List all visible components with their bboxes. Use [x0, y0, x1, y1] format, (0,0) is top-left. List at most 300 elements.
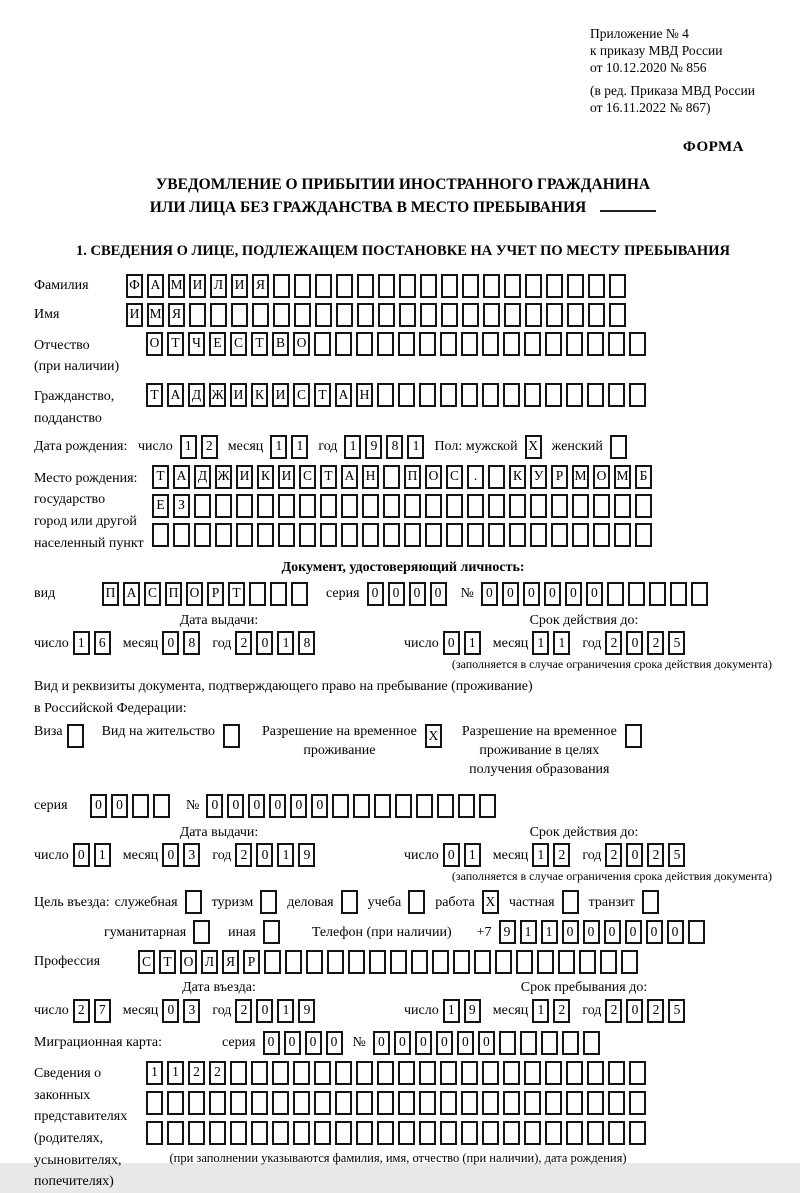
form-cell[interactable]: [525, 274, 542, 298]
form-cell[interactable]: 1: [532, 631, 549, 655]
form-cell[interactable]: И: [189, 274, 206, 298]
form-cell[interactable]: [419, 383, 436, 407]
form-cell[interactable]: 1: [443, 999, 460, 1023]
form-cell[interactable]: [607, 582, 624, 606]
form-cell[interactable]: [670, 582, 687, 606]
form-cell[interactable]: 0: [311, 794, 328, 818]
form-cell[interactable]: [461, 383, 478, 407]
form-cell[interactable]: 0: [481, 582, 498, 606]
form-cell[interactable]: [270, 582, 287, 606]
form-cell[interactable]: [567, 274, 584, 298]
form-cell[interactable]: 8: [183, 631, 200, 655]
form-cell[interactable]: [356, 1091, 373, 1115]
form-cell[interactable]: [419, 1091, 436, 1115]
form-cell[interactable]: [327, 950, 344, 974]
form-cell[interactable]: 0: [162, 843, 179, 867]
form-cell[interactable]: [278, 523, 295, 547]
form-cell[interactable]: [691, 582, 708, 606]
form-cell[interactable]: О: [425, 465, 442, 489]
form-cell[interactable]: [336, 274, 353, 298]
form-cell[interactable]: 1: [291, 435, 308, 459]
form-cell[interactable]: [572, 523, 589, 547]
form-cell[interactable]: 0: [626, 631, 643, 655]
form-cell[interactable]: [608, 1061, 625, 1085]
form-cell[interactable]: [335, 1061, 352, 1085]
form-cell[interactable]: [299, 494, 316, 518]
form-cell[interactable]: 2: [235, 843, 252, 867]
form-cell[interactable]: 7: [94, 999, 111, 1023]
form-cell[interactable]: [353, 794, 370, 818]
form-cell[interactable]: З: [173, 494, 190, 518]
form-cell[interactable]: [278, 494, 295, 518]
form-cell[interactable]: [374, 794, 391, 818]
form-cell[interactable]: [223, 724, 240, 748]
sex-male-checkbox[interactable]: [525, 435, 546, 459]
form-cell[interactable]: И: [272, 383, 289, 407]
form-cell[interactable]: 9: [499, 920, 516, 944]
form-cell[interactable]: 9: [464, 999, 481, 1023]
form-cell[interactable]: [251, 1121, 268, 1145]
form-cell[interactable]: 0: [162, 631, 179, 655]
form-cell[interactable]: [188, 1121, 205, 1145]
form-cell[interactable]: [320, 494, 337, 518]
form-cell[interactable]: А: [173, 465, 190, 489]
form-cell[interactable]: 0: [667, 920, 684, 944]
form-cell[interactable]: 0: [604, 920, 621, 944]
form-cell[interactable]: 5: [668, 843, 685, 867]
form-cell[interactable]: [395, 794, 412, 818]
form-cell[interactable]: 0: [367, 582, 384, 606]
form-cell[interactable]: [257, 494, 274, 518]
form-cell[interactable]: 0: [290, 794, 307, 818]
form-cell[interactable]: [629, 332, 646, 356]
form-cell[interactable]: [629, 1091, 646, 1115]
form-cell[interactable]: [419, 332, 436, 356]
form-cell[interactable]: [399, 274, 416, 298]
form-cell[interactable]: [357, 274, 374, 298]
form-cell[interactable]: 1: [344, 435, 361, 459]
form-cell[interactable]: [378, 303, 395, 327]
form-cell[interactable]: [377, 1121, 394, 1145]
form-cell[interactable]: [356, 332, 373, 356]
form-cell[interactable]: [504, 303, 521, 327]
form-cell[interactable]: Т: [159, 950, 176, 974]
form-cell[interactable]: [587, 1091, 604, 1115]
form-cell[interactable]: Р: [551, 465, 568, 489]
purpose-humanitarian-checkbox[interactable]: [193, 920, 214, 944]
form-cell[interactable]: [483, 274, 500, 298]
form-cell[interactable]: [67, 724, 84, 748]
form-cell[interactable]: 0: [565, 582, 582, 606]
form-cell[interactable]: [551, 523, 568, 547]
form-cell[interactable]: [377, 1091, 394, 1115]
form-cell[interactable]: [167, 1091, 184, 1115]
form-cell[interactable]: [566, 332, 583, 356]
form-cell[interactable]: Я: [222, 950, 239, 974]
form-cell[interactable]: К: [251, 383, 268, 407]
form-cell[interactable]: С: [138, 950, 155, 974]
form-cell[interactable]: [335, 1121, 352, 1145]
form-cell[interactable]: [398, 1061, 415, 1085]
form-cell[interactable]: 0: [544, 582, 561, 606]
purpose-tourism-checkbox[interactable]: [260, 890, 281, 914]
form-cell[interactable]: [425, 494, 442, 518]
form-cell[interactable]: [341, 523, 358, 547]
form-cell[interactable]: [369, 950, 386, 974]
form-cell[interactable]: [629, 383, 646, 407]
form-cell[interactable]: [378, 274, 395, 298]
form-cell[interactable]: К: [509, 465, 526, 489]
form-cell[interactable]: Т: [251, 332, 268, 356]
form-cell[interactable]: X: [525, 435, 542, 459]
form-cell[interactable]: 1: [520, 920, 537, 944]
form-cell[interactable]: Ч: [188, 332, 205, 356]
form-cell[interactable]: 0: [256, 631, 273, 655]
form-cell[interactable]: 0: [388, 582, 405, 606]
form-cell[interactable]: [398, 383, 415, 407]
form-cell[interactable]: [320, 523, 337, 547]
form-cell[interactable]: [167, 1121, 184, 1145]
form-cell[interactable]: [441, 274, 458, 298]
form-cell[interactable]: 2: [73, 999, 90, 1023]
form-cell[interactable]: 1: [180, 435, 197, 459]
form-cell[interactable]: [348, 950, 365, 974]
form-cell[interactable]: [509, 494, 526, 518]
form-cell[interactable]: [315, 274, 332, 298]
form-cell[interactable]: [294, 303, 311, 327]
form-cell[interactable]: [193, 920, 210, 944]
form-cell[interactable]: 3: [183, 999, 200, 1023]
form-cell[interactable]: 2: [605, 631, 622, 655]
form-cell[interactable]: [419, 1061, 436, 1085]
form-cell[interactable]: 0: [415, 1031, 432, 1055]
form-cell[interactable]: И: [236, 465, 253, 489]
form-cell[interactable]: [314, 1121, 331, 1145]
form-cell[interactable]: [572, 494, 589, 518]
form-cell[interactable]: [440, 1061, 457, 1085]
form-cell[interactable]: [257, 523, 274, 547]
form-cell[interactable]: [587, 383, 604, 407]
form-cell[interactable]: 6: [94, 631, 111, 655]
form-cell[interactable]: [608, 1121, 625, 1145]
form-cell[interactable]: О: [593, 465, 610, 489]
form-cell[interactable]: [588, 303, 605, 327]
form-cell[interactable]: 2: [209, 1061, 226, 1085]
form-cell[interactable]: [688, 920, 705, 944]
form-cell[interactable]: [440, 1121, 457, 1145]
form-cell[interactable]: [236, 523, 253, 547]
form-cell[interactable]: X: [482, 890, 499, 914]
form-cell[interactable]: 0: [502, 582, 519, 606]
form-cell[interactable]: 5: [668, 999, 685, 1023]
form-cell[interactable]: П: [404, 465, 421, 489]
form-cell[interactable]: [453, 950, 470, 974]
form-cell[interactable]: [404, 494, 421, 518]
form-cell[interactable]: [425, 523, 442, 547]
form-cell[interactable]: [499, 1031, 516, 1055]
purpose-private-checkbox[interactable]: [562, 890, 583, 914]
form-cell[interactable]: 0: [430, 582, 447, 606]
purpose-business-checkbox[interactable]: [185, 890, 206, 914]
form-cell[interactable]: 2: [201, 435, 218, 459]
form-cell[interactable]: [593, 523, 610, 547]
form-cell[interactable]: [614, 523, 631, 547]
form-cell[interactable]: [251, 1091, 268, 1115]
form-cell[interactable]: [524, 1091, 541, 1115]
form-cell[interactable]: [567, 303, 584, 327]
form-cell[interactable]: [440, 332, 457, 356]
form-cell[interactable]: [231, 303, 248, 327]
form-cell[interactable]: [524, 1121, 541, 1145]
form-cell[interactable]: 0: [436, 1031, 453, 1055]
purpose-other-checkbox[interactable]: [263, 920, 284, 944]
form-cell[interactable]: [419, 1121, 436, 1145]
form-cell[interactable]: [488, 494, 505, 518]
form-cell[interactable]: Д: [194, 465, 211, 489]
form-cell[interactable]: [587, 332, 604, 356]
form-cell[interactable]: А: [167, 383, 184, 407]
form-cell[interactable]: М: [168, 274, 185, 298]
form-cell[interactable]: 1: [553, 631, 570, 655]
form-cell[interactable]: [566, 1091, 583, 1115]
form-cell[interactable]: Т: [146, 383, 163, 407]
form-cell[interactable]: [587, 1121, 604, 1145]
form-cell[interactable]: [314, 1061, 331, 1085]
form-cell[interactable]: [488, 465, 505, 489]
form-cell[interactable]: 0: [626, 843, 643, 867]
form-cell[interactable]: А: [341, 465, 358, 489]
form-cell[interactable]: [294, 274, 311, 298]
form-cell[interactable]: Т: [314, 383, 331, 407]
form-cell[interactable]: [537, 950, 554, 974]
form-cell[interactable]: С: [144, 582, 161, 606]
form-cell[interactable]: [545, 1121, 562, 1145]
form-cell[interactable]: [474, 950, 491, 974]
form-cell[interactable]: [215, 494, 232, 518]
form-cell[interactable]: С: [293, 383, 310, 407]
form-cell[interactable]: [314, 1091, 331, 1115]
form-cell[interactable]: 0: [111, 794, 128, 818]
form-cell[interactable]: 2: [553, 999, 570, 1023]
form-cell[interactable]: [273, 303, 290, 327]
form-cell[interactable]: [482, 332, 499, 356]
purpose-transit-checkbox[interactable]: [642, 890, 663, 914]
form-cell[interactable]: 1: [94, 843, 111, 867]
form-cell[interactable]: [416, 794, 433, 818]
form-cell[interactable]: [588, 274, 605, 298]
form-cell[interactable]: 3: [183, 843, 200, 867]
form-cell[interactable]: 9: [365, 435, 382, 459]
form-cell[interactable]: [609, 274, 626, 298]
form-cell[interactable]: 0: [227, 794, 244, 818]
form-cell[interactable]: [194, 494, 211, 518]
form-cell[interactable]: 1: [277, 999, 294, 1023]
form-cell[interactable]: [503, 383, 520, 407]
form-cell[interactable]: 0: [457, 1031, 474, 1055]
form-cell[interactable]: С: [299, 465, 316, 489]
form-cell[interactable]: [236, 494, 253, 518]
form-cell[interactable]: 0: [443, 843, 460, 867]
form-cell[interactable]: [377, 332, 394, 356]
form-cell[interactable]: У: [530, 465, 547, 489]
form-cell[interactable]: [432, 950, 449, 974]
form-cell[interactable]: [621, 950, 638, 974]
form-cell[interactable]: 0: [586, 582, 603, 606]
form-cell[interactable]: [356, 1061, 373, 1085]
form-cell[interactable]: К: [257, 465, 274, 489]
form-cell[interactable]: [291, 582, 308, 606]
form-cell[interactable]: А: [123, 582, 140, 606]
form-cell[interactable]: 0: [263, 1031, 280, 1055]
form-cell[interactable]: [132, 794, 149, 818]
form-cell[interactable]: [335, 332, 352, 356]
form-cell[interactable]: И: [278, 465, 295, 489]
form-cell[interactable]: Е: [152, 494, 169, 518]
form-cell[interactable]: [482, 1091, 499, 1115]
form-cell[interactable]: 0: [394, 1031, 411, 1055]
form-cell[interactable]: [341, 494, 358, 518]
form-cell[interactable]: .: [467, 465, 484, 489]
form-cell[interactable]: [525, 303, 542, 327]
form-cell[interactable]: [516, 950, 533, 974]
form-cell[interactable]: 0: [562, 920, 579, 944]
form-cell[interactable]: [420, 303, 437, 327]
form-cell[interactable]: [608, 332, 625, 356]
form-cell[interactable]: [461, 1121, 478, 1145]
form-cell[interactable]: [482, 383, 499, 407]
form-cell[interactable]: [503, 1121, 520, 1145]
form-cell[interactable]: [315, 303, 332, 327]
form-cell[interactable]: [404, 523, 421, 547]
form-cell[interactable]: [285, 950, 302, 974]
form-cell[interactable]: Т: [228, 582, 245, 606]
form-cell[interactable]: [462, 274, 479, 298]
form-cell[interactable]: [546, 303, 563, 327]
form-cell[interactable]: [503, 1091, 520, 1115]
form-cell[interactable]: [625, 724, 642, 748]
form-cell[interactable]: 2: [647, 999, 664, 1023]
vnj-checkbox[interactable]: [223, 724, 244, 748]
form-cell[interactable]: [509, 523, 526, 547]
form-cell[interactable]: [173, 523, 190, 547]
form-cell[interactable]: О: [180, 950, 197, 974]
form-cell[interactable]: [608, 1091, 625, 1115]
form-cell[interactable]: [210, 303, 227, 327]
form-cell[interactable]: [188, 1091, 205, 1115]
form-cell[interactable]: [230, 1091, 247, 1115]
form-cell[interactable]: [530, 523, 547, 547]
form-cell[interactable]: [383, 465, 400, 489]
form-cell[interactable]: [189, 303, 206, 327]
form-cell[interactable]: [503, 1061, 520, 1085]
form-cell[interactable]: [483, 303, 500, 327]
form-cell[interactable]: Д: [188, 383, 205, 407]
form-cell[interactable]: 0: [583, 920, 600, 944]
form-cell[interactable]: 9: [298, 999, 315, 1023]
form-cell[interactable]: [272, 1091, 289, 1115]
form-cell[interactable]: П: [102, 582, 119, 606]
form-cell[interactable]: 1: [277, 843, 294, 867]
form-cell[interactable]: [209, 1091, 226, 1115]
form-cell[interactable]: [411, 950, 428, 974]
form-cell[interactable]: [524, 383, 541, 407]
form-cell[interactable]: [551, 494, 568, 518]
form-cell[interactable]: 1: [277, 631, 294, 655]
form-cell[interactable]: [264, 950, 281, 974]
form-cell[interactable]: 8: [298, 631, 315, 655]
form-cell[interactable]: [614, 494, 631, 518]
purpose-study-checkbox[interactable]: [408, 890, 429, 914]
form-cell[interactable]: [587, 1061, 604, 1085]
form-cell[interactable]: 1: [541, 920, 558, 944]
form-cell[interactable]: 1: [464, 843, 481, 867]
form-cell[interactable]: [467, 523, 484, 547]
form-cell[interactable]: [146, 1121, 163, 1145]
form-cell[interactable]: [260, 890, 277, 914]
form-cell[interactable]: Я: [252, 274, 269, 298]
form-cell[interactable]: [530, 494, 547, 518]
form-cell[interactable]: Л: [210, 274, 227, 298]
form-cell[interactable]: 0: [326, 1031, 343, 1055]
form-cell[interactable]: [642, 890, 659, 914]
form-cell[interactable]: [332, 794, 349, 818]
form-cell[interactable]: 9: [298, 843, 315, 867]
phone-cells[interactable]: [499, 920, 709, 944]
form-cell[interactable]: 1: [73, 631, 90, 655]
form-cell[interactable]: Ф: [126, 274, 143, 298]
form-cell[interactable]: [209, 1121, 226, 1145]
form-cell[interactable]: О: [186, 582, 203, 606]
form-cell[interactable]: [377, 1061, 394, 1085]
form-cell[interactable]: 0: [523, 582, 540, 606]
form-cell[interactable]: 2: [605, 999, 622, 1023]
form-cell[interactable]: [362, 494, 379, 518]
form-cell[interactable]: 0: [305, 1031, 322, 1055]
form-cell[interactable]: [441, 303, 458, 327]
form-cell[interactable]: 0: [90, 794, 107, 818]
form-cell[interactable]: [488, 523, 505, 547]
form-cell[interactable]: [362, 523, 379, 547]
form-cell[interactable]: 1: [532, 999, 549, 1023]
form-cell[interactable]: [635, 523, 652, 547]
form-cell[interactable]: [420, 274, 437, 298]
form-cell[interactable]: [446, 494, 463, 518]
form-cell[interactable]: X: [425, 724, 442, 748]
form-cell[interactable]: [383, 494, 400, 518]
form-cell[interactable]: [545, 1091, 562, 1115]
form-cell[interactable]: [440, 383, 457, 407]
form-cell[interactable]: [467, 494, 484, 518]
form-cell[interactable]: П: [165, 582, 182, 606]
form-cell[interactable]: Т: [152, 465, 169, 489]
form-cell[interactable]: 0: [256, 843, 273, 867]
form-cell[interactable]: 0: [248, 794, 265, 818]
form-cell[interactable]: Б: [635, 465, 652, 489]
form-cell[interactable]: М: [572, 465, 589, 489]
form-cell[interactable]: [293, 1061, 310, 1085]
form-cell[interactable]: 0: [443, 631, 460, 655]
form-cell[interactable]: 2: [647, 843, 664, 867]
form-cell[interactable]: В: [272, 332, 289, 356]
form-cell[interactable]: 0: [646, 920, 663, 944]
form-cell[interactable]: 0: [625, 920, 642, 944]
form-cell[interactable]: 1: [146, 1061, 163, 1085]
form-cell[interactable]: [546, 274, 563, 298]
form-cell[interactable]: [249, 582, 266, 606]
form-cell[interactable]: И: [230, 383, 247, 407]
purpose-commercial-checkbox[interactable]: [341, 890, 362, 914]
form-cell[interactable]: [495, 950, 512, 974]
